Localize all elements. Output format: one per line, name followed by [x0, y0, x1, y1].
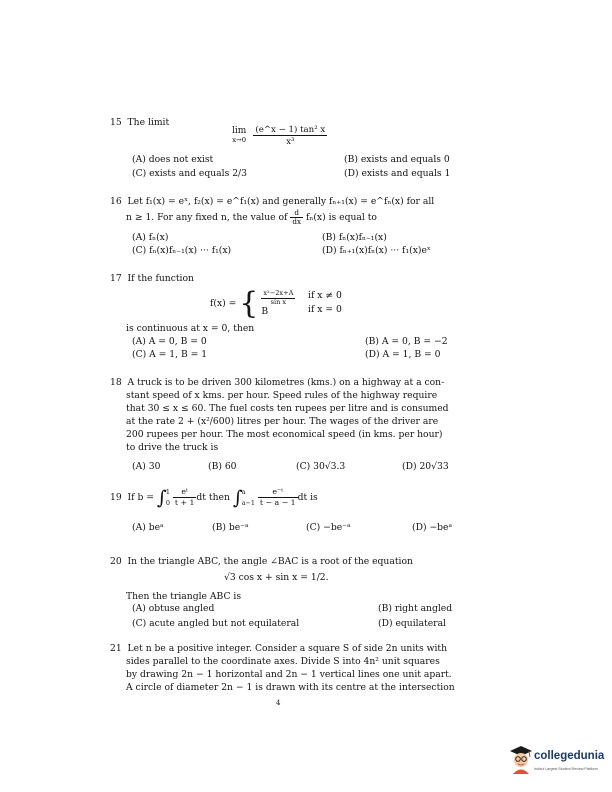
- logo-tagline: India's Largest Student Review Platform: [534, 767, 598, 771]
- q15-limit-expression: lim x→0 $\frac{\text{(e\textasciicircum{}x − 1) tan² x}}{\text{x³}}$: [232, 125, 326, 146]
- q17-option-a: (A) A = 0, B = 0: [132, 336, 207, 347]
- q20-then: Then the triangle ABC is: [126, 591, 242, 602]
- page-number: 4: [276, 699, 281, 707]
- q18-line-1: stant speed of x kms. per hour. Speed rules of the highway require: [126, 390, 438, 401]
- q16-option-a: (A) fₙ(x): [132, 232, 169, 243]
- q21-line-3: A circle of diameter 2n − 1 is drawn with its centre at the intersection: [126, 682, 455, 693]
- q18-line-2: that 30 ≤ x ≤ 60. The fuel costs ten rupees per litre and is consumed: [126, 403, 449, 414]
- q17-condition-2: if x = 0: [308, 304, 342, 315]
- q18-line-5: to drive the truck is: [126, 442, 219, 453]
- q15-option-c: (C) exists and equals 2/3: [132, 168, 247, 179]
- q19-expression: 19 If b = ∫1 0 $\frac{\text{eᵗ}}{t + 1}$ dt then ∫a a−1 $\frac{\text{e⁻ᵗ}}{t - a - 1}$ dt is: [110, 486, 318, 509]
- collegedunia-logo: collegedunia: [534, 750, 605, 762]
- q15-option-a: (A) does not exist: [132, 154, 214, 165]
- q20-option-b: (B) right angled: [378, 603, 453, 614]
- q17-condition-1: if x ≠ 0: [308, 290, 342, 301]
- q17-piecewise-function: f(x) = { $\frac{\text{x²−2x+A}}{\text{sin x}}$ B: [210, 286, 294, 321]
- q19-option-c: (C) −be⁻ᵃ: [306, 522, 351, 533]
- q16-line1: 16 Let f₁(x) = eˣ, f₂(x) = e^f₁(x) and generally fₙ₊₁(x) = e^fₙ(x) for all: [110, 196, 435, 207]
- graduate-mascot-icon: [508, 744, 534, 774]
- q17-after: is continuous at x = 0, then: [126, 323, 255, 334]
- q18-line-0: 18 A truck is to be driven 300 kilometres (kms.) on a highway at a con-: [110, 377, 445, 388]
- q18-option-c: (C) 30√3.3: [296, 461, 346, 472]
- q15-option-d: (D) exists and equals 1: [344, 168, 451, 179]
- q17-option-d: (D) A = 1, B = 0: [365, 349, 441, 360]
- q17-option-b: (B) A = 0, B = −2: [365, 336, 448, 347]
- q16-line2: n ≥ 1. For any fixed n, the value of $\frac{d}{dx}$ fₙ(x) is equal to: [126, 208, 377, 226]
- q16-option-d: (D) fₙ₊₁(x)fₙ(x) ··· f₁(x)eˣ: [322, 245, 431, 256]
- q21-line-1: sides parallel to the coordinate axes. Divide S into 4n² unit squares: [126, 656, 440, 667]
- q19-option-b: (B) be⁻ᵃ: [212, 522, 249, 533]
- q18-option-a: (A) 30: [132, 461, 161, 472]
- q20-equation: √3 cos x + sin x = 1/2.: [224, 572, 329, 583]
- q16-option-b: (B) fₙ(x)fₙ₋₁(x): [322, 232, 387, 243]
- q17-stem: 17 If the function: [110, 273, 194, 284]
- q20-stem: 20 In the triangle ABC, the angle ∠BAC is a root of the equation: [110, 556, 413, 567]
- q18-option-b: (B) 60: [208, 461, 237, 472]
- q18-line-4: 200 rupees per hour. The most economical speed (in kms. per hour): [126, 429, 443, 440]
- q20-option-d: (D) equilateral: [378, 618, 446, 629]
- q15-stem: 15 The limit: [110, 117, 170, 128]
- q21-line-0: 21 Let n be a positive integer. Consider a square S of side 2n units with: [110, 643, 447, 654]
- q19-option-a: (A) beᵃ: [132, 522, 164, 533]
- q20-option-c: (C) acute angled but not equilateral: [132, 618, 300, 629]
- q17-option-c: (C) A = 1, B = 1: [132, 349, 208, 360]
- q18-line-3: at the rate 2 + (x²/600) litres per hour. The wages of the driver are: [126, 416, 439, 427]
- q18-option-d: (D) 20√33: [402, 461, 449, 472]
- q15-option-b: (B) exists and equals 0: [344, 154, 450, 165]
- q20-option-a: (A) obtuse angled: [132, 603, 215, 614]
- q16-option-c: (C) fₙ(x)fₙ₋₁(x) ··· f₁(x): [132, 245, 232, 256]
- q21-line-2: by drawing 2n − 1 horizontal and 2n − 1 vertical lines one unit apart.: [126, 669, 452, 680]
- q19-option-d: (D) −beᵃ: [412, 522, 453, 533]
